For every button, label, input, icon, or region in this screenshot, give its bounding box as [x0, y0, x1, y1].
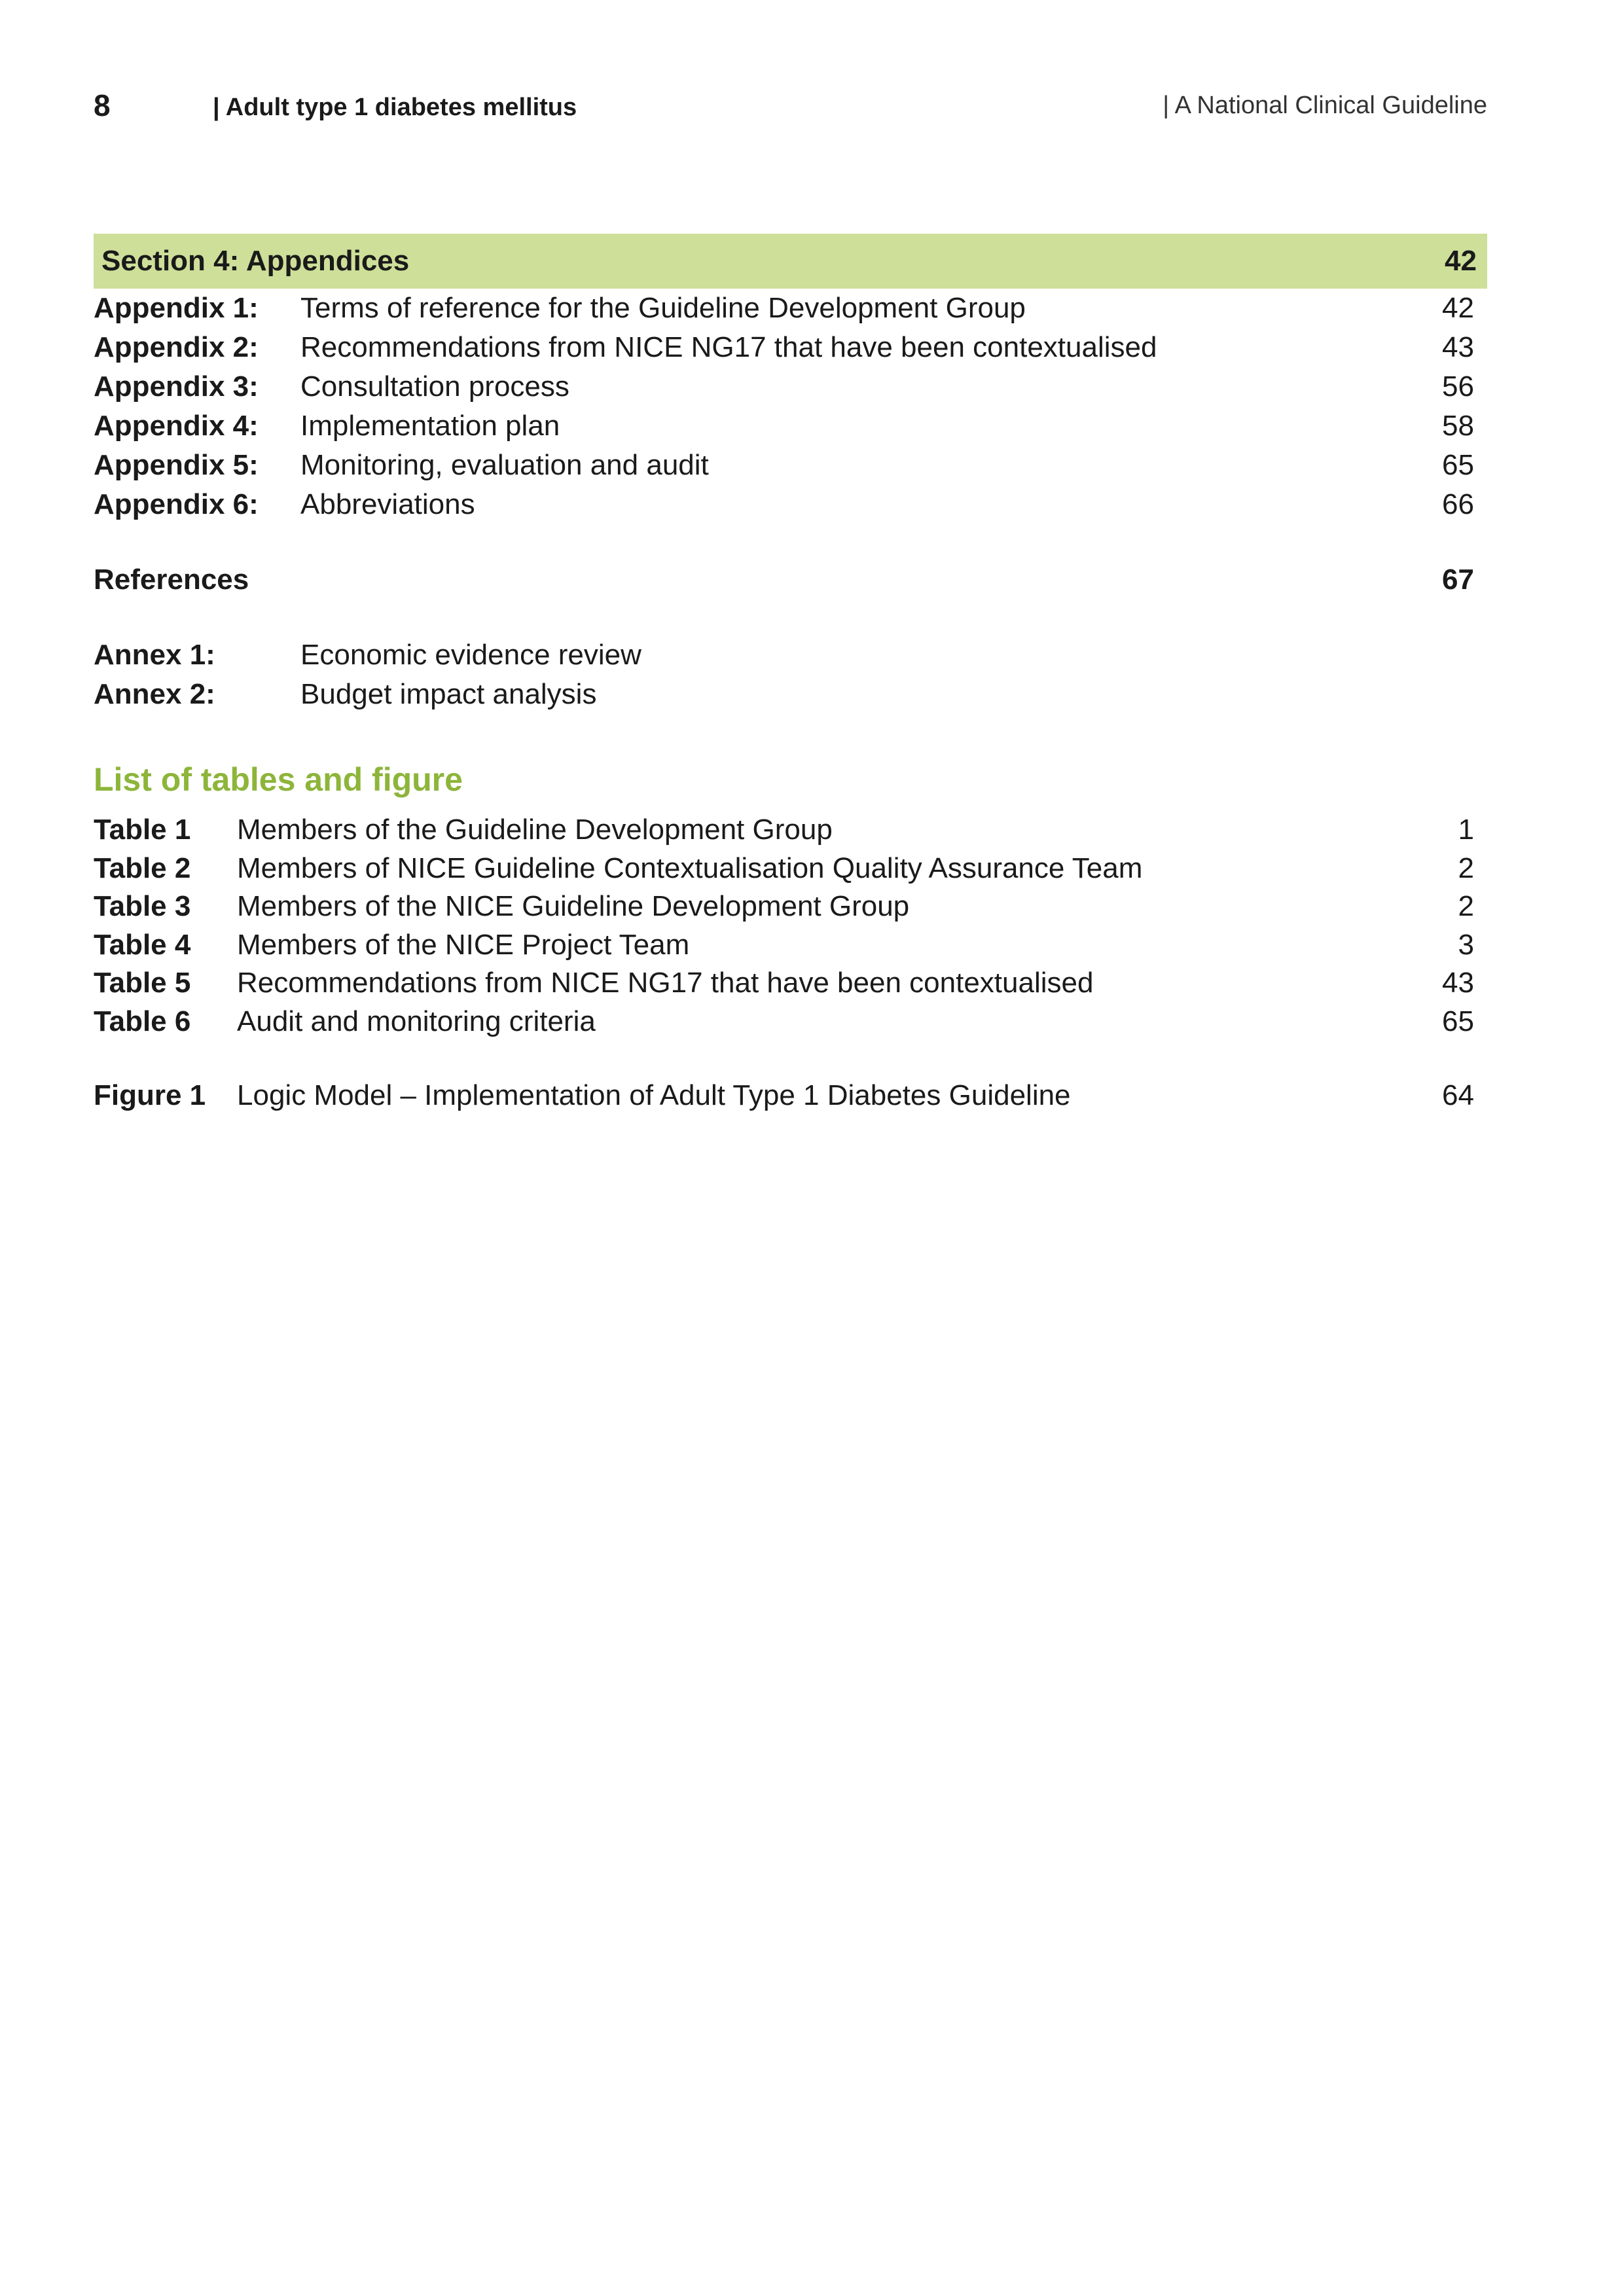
list-of-tables-heading: List of tables and figure — [94, 761, 463, 798]
entry-page: 1 — [1458, 814, 1474, 846]
entry-title: Members of the Guideline Development Group — [237, 814, 833, 846]
entry-title: Recommendations from NICE NG17 that have been contextualised — [237, 967, 1094, 999]
entry-title: Audit and monitoring criteria — [237, 1005, 596, 1037]
entry-label: Table 6 — [94, 1005, 191, 1037]
entry-title: Budget impact analysis — [300, 678, 597, 710]
toc-entry[interactable] — [94, 485, 1487, 524]
entry-page: 65 — [1442, 1005, 1474, 1037]
section-title: Section 4: Appendices — [101, 245, 410, 277]
entry-label: Table 4 — [94, 928, 191, 961]
references-page: 67 — [1442, 564, 1474, 596]
entry-label: Appendix 3: — [94, 370, 259, 403]
entry-title: Abbreviations — [300, 488, 475, 520]
toc-entry[interactable] — [94, 406, 1487, 446]
entry-page: 43 — [1442, 967, 1474, 999]
spacer — [94, 524, 1487, 560]
toc-entry[interactable] — [94, 926, 1487, 965]
table-of-contents — [94, 234, 1487, 1115]
toc-entry[interactable] — [94, 964, 1487, 1003]
toc-entry[interactable] — [94, 446, 1487, 485]
toc-entry[interactable] — [94, 850, 1487, 888]
entry-label: Table 5 — [94, 967, 191, 999]
annex-list — [94, 636, 1487, 714]
entry-page: 42 — [1442, 292, 1474, 324]
entry-title: Implementation plan — [300, 410, 560, 442]
entry-label: Appendix 4: — [94, 410, 259, 442]
section-page: 42 — [1445, 245, 1477, 277]
entry-label: Appendix 2: — [94, 331, 259, 363]
entry-page: 2 — [1458, 890, 1474, 922]
entry-page: 3 — [1458, 928, 1474, 961]
toc-entry[interactable] — [94, 811, 1487, 850]
entry-title: Economic evidence review — [300, 639, 641, 671]
entry-label: Appendix 5: — [94, 449, 259, 481]
entry-page: 66 — [1442, 488, 1474, 520]
toc-entry[interactable] — [94, 328, 1487, 367]
entry-title: Members of the NICE Guideline Development Group — [237, 890, 910, 922]
entry-page: 43 — [1442, 331, 1474, 363]
entry-label: Annex 2: — [94, 678, 215, 710]
entry-title: Logic Model – Implementation of Adult Type 1 Diabetes Guideline — [237, 1079, 1071, 1111]
references-entry[interactable] — [94, 560, 1487, 600]
toc-entry[interactable] — [94, 367, 1487, 406]
entry-page: 58 — [1442, 410, 1474, 442]
toc-entry[interactable] — [94, 675, 1487, 714]
entry-label: Table 3 — [94, 890, 191, 922]
entry-page: 2 — [1458, 852, 1474, 884]
entry-title: Recommendations from NICE NG17 that have been contextualised — [300, 331, 1157, 363]
entry-title: Monitoring, evaluation and audit — [300, 449, 709, 481]
tables-list — [94, 811, 1487, 1115]
appendix-list — [94, 289, 1487, 524]
entry-title: Members of NICE Guideline Contextualisation Quality Assurance Team — [237, 852, 1143, 884]
section-header[interactable] — [94, 234, 1487, 289]
page-number: 8 — [94, 88, 111, 122]
entry-label: Table 2 — [94, 852, 191, 884]
entry-page: 64 — [1442, 1079, 1474, 1111]
entry-label: Appendix 6: — [94, 488, 259, 520]
entry-label: Table 1 — [94, 814, 191, 846]
spacer — [94, 600, 1487, 636]
entry-title: Members of the NICE Project Team — [237, 928, 690, 961]
spacer — [94, 1041, 1487, 1077]
entry-page: 65 — [1442, 449, 1474, 481]
running-title: | Adult type 1 diabetes mellitus — [213, 94, 577, 121]
running-subtitle: | A National Clinical Guideline — [1163, 92, 1487, 119]
toc-entry[interactable] — [94, 289, 1487, 328]
toc-entry[interactable] — [94, 636, 1487, 675]
entry-label: Annex 1: — [94, 639, 215, 671]
toc-entry[interactable] — [94, 888, 1487, 926]
entry-label: Figure 1 — [94, 1079, 206, 1111]
entry-title: Terms of reference for the Guideline Development Group — [300, 292, 1026, 324]
toc-entry[interactable] — [94, 1077, 1487, 1115]
references-label: References — [94, 564, 249, 596]
entry-label: Appendix 1: — [94, 292, 259, 324]
toc-entry[interactable] — [94, 1003, 1487, 1041]
entry-page: 56 — [1442, 370, 1474, 403]
entry-title: Consultation process — [300, 370, 569, 403]
